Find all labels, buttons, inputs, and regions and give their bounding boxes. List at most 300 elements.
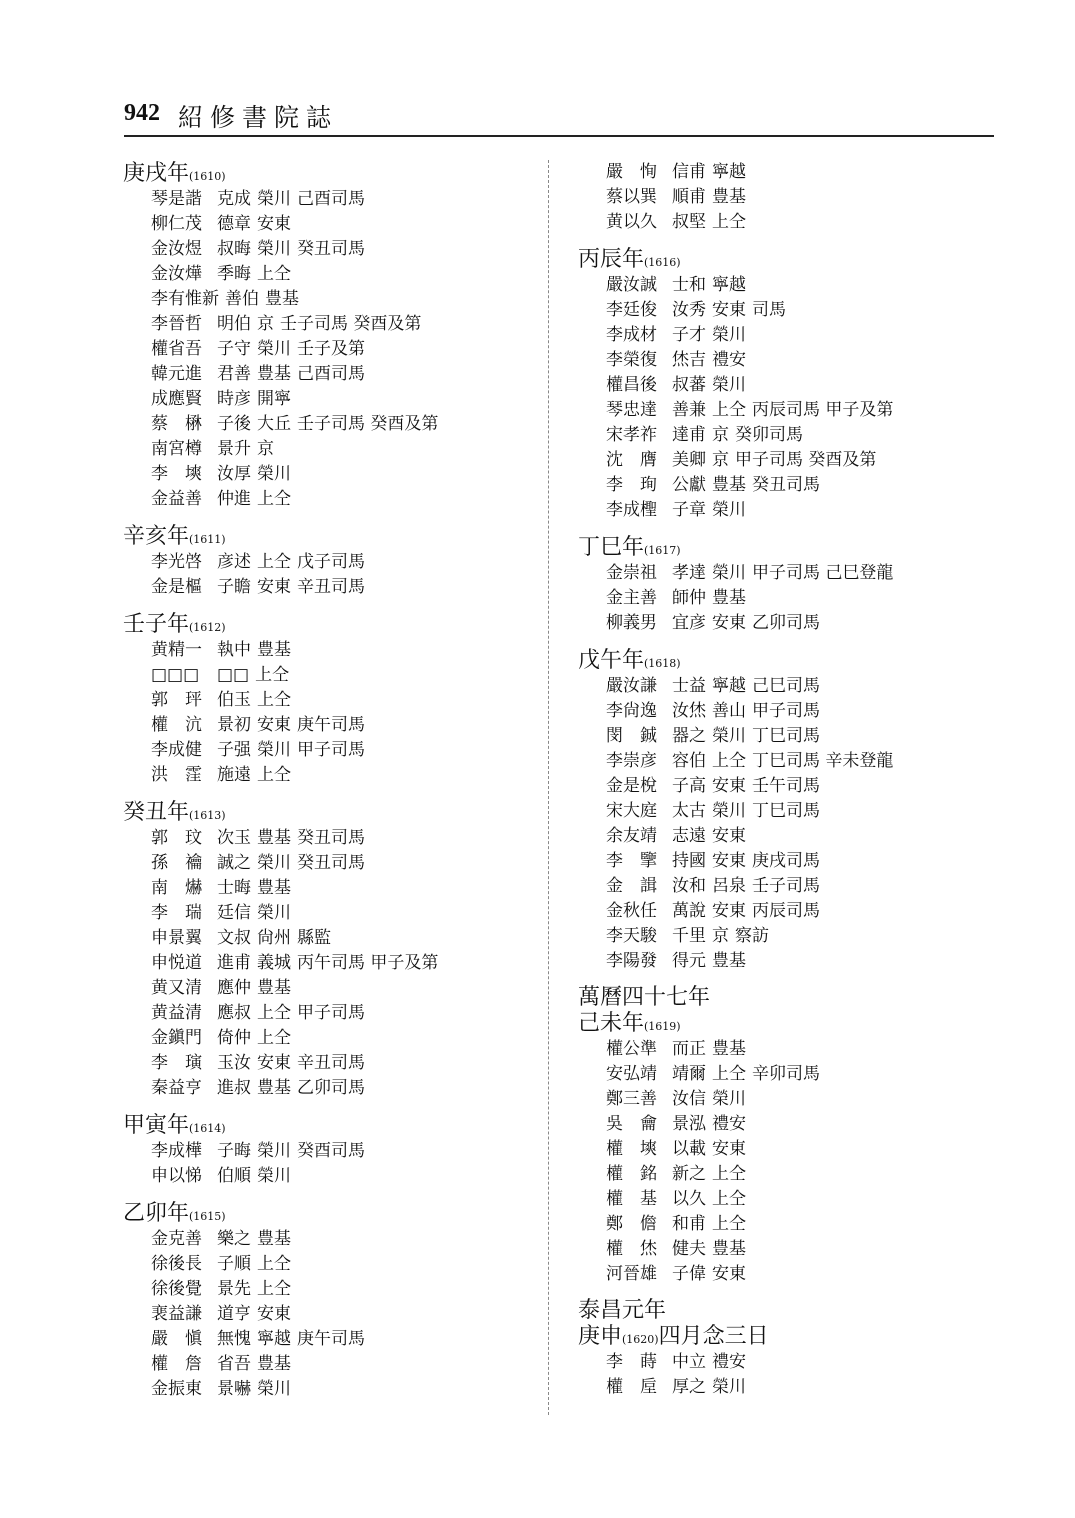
courtesy-name: 伯玉 (217, 690, 251, 710)
origin: 禮安 (712, 1114, 746, 1134)
origin: 禮安 (712, 1352, 746, 1372)
list-item (151, 901, 543, 926)
origin: 上仝 (257, 489, 291, 509)
list-item (151, 1377, 543, 1402)
list-item (606, 1137, 998, 1162)
person-name: 郭 玶 (151, 690, 202, 710)
courtesy-name: 進叔 (217, 1078, 251, 1098)
person-name: 蔡 楙 (151, 414, 202, 434)
career-note: 司馬 (752, 300, 786, 320)
person-name: 李 璌 (151, 1053, 202, 1073)
list-item (606, 423, 998, 448)
person-name: 李 蒔 (606, 1352, 657, 1372)
courtesy-name: 仲進 (217, 489, 251, 509)
list-item (606, 1062, 998, 1087)
year-heading (578, 1323, 998, 1350)
origin: 京 (257, 314, 274, 334)
person-name: 琴是諧 (151, 189, 202, 209)
person-name: 裵益謙 (151, 1304, 202, 1324)
career-note: 癸酉司馬 (297, 1141, 365, 1161)
courtesy-name: 叔晦 (217, 239, 251, 259)
person-name: 金汝燁 (151, 264, 202, 284)
person-name: 李崇彦 (606, 751, 657, 771)
person-name: □□□ (151, 665, 200, 685)
courtesy-name: 君善 (217, 364, 251, 384)
year-heading (123, 611, 543, 638)
courtesy-name: 克成 (217, 189, 251, 209)
origin: 京 (712, 425, 729, 445)
book-title: 紹修書院誌 (178, 103, 339, 132)
courtesy-name: 子强 (217, 740, 251, 760)
career-note: 癸卯司馬 (735, 425, 803, 445)
list-item (606, 1375, 998, 1400)
person-name: 沈 膺 (606, 450, 657, 470)
person-name: 徐後長 (151, 1254, 202, 1274)
year-date: 四月念三日 (658, 1324, 769, 1349)
year-section (578, 160, 998, 235)
year-section (123, 799, 543, 1101)
person-name: 洪 霔 (151, 765, 202, 785)
origin: 豊基 (257, 828, 291, 848)
list-item (606, 899, 998, 924)
western-year: (1612) (189, 621, 226, 634)
origin: 安東 (712, 826, 746, 846)
origin: 上仝 (257, 1279, 291, 1299)
career-note: 乙卯司馬 (297, 1078, 365, 1098)
career-note: 丁巳司馬 (752, 801, 820, 821)
person-name: 韓元進 (151, 364, 202, 384)
origin: 安東 (712, 851, 746, 871)
list-item (606, 849, 998, 874)
career-note: 壬子及第 (297, 339, 365, 359)
list-item (606, 749, 998, 774)
list-item (151, 1164, 543, 1189)
origin: 豊基 (257, 640, 291, 660)
origin: 榮川 (712, 801, 746, 821)
list-item (151, 362, 543, 387)
origin: 寧越 (712, 275, 746, 295)
person-name: 李光啓 (151, 552, 202, 572)
person-name: 李陽發 (606, 951, 657, 971)
person-name: 權 沆 (151, 715, 202, 735)
person-name: 李成檉 (606, 500, 657, 520)
person-name: 柳仁茂 (151, 214, 202, 234)
career-note: 丙辰司馬 甲子及第 (752, 400, 894, 420)
courtesy-name: 誠之 (217, 853, 251, 873)
list-item (151, 1227, 543, 1252)
list-item (606, 1037, 998, 1062)
person-name: 嚴 愼 (151, 1329, 202, 1349)
courtesy-name: 汝厚 (217, 464, 251, 484)
person-name: 李廷俊 (606, 300, 657, 320)
courtesy-name: 應叔 (217, 1003, 251, 1023)
courtesy-name: 景初 (217, 715, 251, 735)
courtesy-name: 景泓 (672, 1114, 706, 1134)
list-item (606, 1112, 998, 1137)
list-item (151, 412, 543, 437)
origin: 安東 (712, 901, 746, 921)
entry-list (123, 550, 543, 600)
courtesy-name: 省吾 (217, 1354, 251, 1374)
person-name: 蔡以巽 (606, 187, 657, 207)
courtesy-name: 景嚇 (217, 1379, 251, 1399)
courtesy-name: 士和 (672, 275, 706, 295)
origin: 安東 (257, 214, 291, 234)
origin: 京 (257, 439, 274, 459)
origin: 上仝 (712, 400, 746, 420)
year-section (578, 1298, 998, 1400)
origin: 榮川 (257, 903, 291, 923)
courtesy-name: 士晦 (217, 878, 251, 898)
origin: 榮川 (257, 740, 291, 760)
person-name: 李天駿 (606, 926, 657, 946)
person-name: 吳 龠 (606, 1114, 657, 1134)
origin: 上仝 (255, 665, 290, 685)
list-item (606, 586, 998, 611)
courtesy-name: 志遠 (672, 826, 706, 846)
person-name: 權公準 (606, 1039, 657, 1059)
person-name: 鄭 儋 (606, 1214, 657, 1234)
origin: 安東 (257, 1053, 291, 1073)
entry-list (123, 826, 543, 1101)
origin: 豊基 (257, 364, 291, 384)
year-heading (578, 534, 998, 561)
year-label: 庚戌年 (123, 161, 190, 186)
courtesy-name: 公獻 (672, 475, 706, 495)
courtesy-name: 叔堅 (672, 212, 706, 232)
person-name: 金振東 (151, 1379, 202, 1399)
list-item (606, 1350, 998, 1375)
origin: 豊基 (712, 1039, 746, 1059)
origin: 上仝 (712, 1214, 746, 1234)
courtesy-name: 樂之 (217, 1229, 251, 1249)
origin: 安東 (712, 300, 746, 320)
year-label: 辛亥年 (123, 524, 190, 549)
western-year: (1620) (622, 1333, 659, 1346)
entry-list (123, 1139, 543, 1189)
list-item (606, 699, 998, 724)
origin: 榮川 (257, 464, 291, 484)
courtesy-name: 善兼 (672, 400, 706, 420)
person-name: 柳義男 (606, 613, 657, 633)
courtesy-name: 文叔 (217, 928, 251, 948)
entry-list (578, 674, 998, 974)
career-note: 庚午司馬 (297, 715, 365, 735)
year-heading (123, 523, 543, 550)
person-name: 金鎭門 (151, 1028, 202, 1048)
career-note: 丁巳司馬 (752, 726, 820, 746)
origin: 安東 (712, 1264, 746, 1284)
entry-list (578, 273, 998, 523)
courtesy-name: 德章 (217, 214, 251, 234)
courtesy-name: 子章 (672, 500, 706, 520)
list-item (151, 1026, 543, 1051)
western-year: (1617) (644, 544, 681, 557)
courtesy-name: 無愧 (217, 1329, 251, 1349)
courtesy-name: 進甫 (217, 953, 251, 973)
left-column (123, 160, 543, 1413)
list-item (151, 287, 543, 312)
courtesy-name: 器之 (672, 726, 706, 746)
courtesy-name: 容伯 (672, 751, 706, 771)
origin: 豊基 (712, 1239, 746, 1259)
list-item (606, 1237, 998, 1262)
courtesy-name: 廷信 (217, 903, 251, 923)
person-name: 金是梲 (606, 776, 657, 796)
list-item (151, 337, 543, 362)
person-name: 安弘靖 (606, 1064, 657, 1084)
origin: 上仝 (712, 1189, 746, 1209)
career-note: 己酉司馬 (297, 189, 365, 209)
entry-list (578, 1350, 998, 1400)
header-rule (124, 135, 994, 137)
list-item (151, 826, 543, 851)
career-note: 壬午司馬 (752, 776, 820, 796)
origin: 榮川 (257, 1379, 291, 1399)
list-item (606, 448, 998, 473)
courtesy-name: 達甫 (672, 425, 706, 445)
list-item (606, 724, 998, 749)
person-name: 金益善 (151, 489, 202, 509)
list-item (606, 498, 998, 523)
origin: 京 (712, 450, 729, 470)
year-label: 丙辰年 (578, 247, 645, 272)
origin: 禮安 (712, 350, 746, 370)
entry-list (578, 160, 998, 235)
year-heading (578, 647, 998, 674)
list-item (151, 951, 543, 976)
list-item (151, 1051, 543, 1076)
origin: 豊基 (257, 1078, 291, 1098)
list-item (151, 688, 543, 713)
list-item (151, 1252, 543, 1277)
origin: 豊基 (265, 289, 299, 309)
person-name: 李尙逸 (606, 701, 657, 721)
career-note: 庚戌司馬 (752, 851, 820, 871)
origin: 上仝 (712, 751, 746, 771)
person-name: 徐後覺 (151, 1279, 202, 1299)
courtesy-name: 汝秀 (672, 300, 706, 320)
origin: 豊基 (712, 588, 746, 608)
list-item (606, 373, 998, 398)
origin: 豊基 (712, 951, 746, 971)
year-section (123, 523, 543, 600)
courtesy-name: □□ (217, 665, 250, 685)
year-section (123, 1200, 543, 1402)
courtesy-name: 以久 (672, 1189, 706, 1209)
list-item (151, 1277, 543, 1302)
list-item (151, 638, 543, 663)
list-item (606, 160, 998, 185)
courtesy-name: 厚之 (672, 1377, 706, 1397)
person-name: 權 垕 (606, 1377, 657, 1397)
list-item (606, 348, 998, 373)
career-note: 甲子司馬 (297, 740, 365, 760)
person-name: 李成樺 (151, 1141, 202, 1161)
origin: 善山 (712, 701, 746, 721)
origin: 上仝 (257, 765, 291, 785)
career-note: 察訪 (735, 926, 769, 946)
list-item (151, 1352, 543, 1377)
person-name: 成應賢 (151, 389, 202, 409)
person-name: 嚴汝誠 (606, 275, 657, 295)
year-section (578, 647, 998, 974)
origin: 寧越 (257, 1329, 291, 1349)
year-section (578, 534, 998, 636)
year-label: 庚申 (578, 1324, 623, 1349)
person-name: 黄以久 (606, 212, 657, 232)
courtesy-name: 持國 (672, 851, 706, 871)
list-item (151, 738, 543, 763)
entry-list (578, 561, 998, 636)
person-name: 權 烋 (606, 1239, 657, 1259)
courtesy-name: 善伯 (225, 289, 259, 309)
courtesy-name: 汝信 (672, 1089, 706, 1109)
person-name: 申景翼 (151, 928, 202, 948)
list-item (606, 774, 998, 799)
courtesy-name: 烋吉 (672, 350, 706, 370)
courtesy-name: 健夫 (672, 1239, 706, 1259)
list-item (151, 1139, 543, 1164)
career-note: 庚午司馬 (297, 1329, 365, 1349)
year-label: 戊午年 (578, 648, 645, 673)
career-note: 丙午司馬 甲子及第 (297, 953, 439, 973)
list-item (151, 1302, 543, 1327)
courtesy-name: 汝烋 (672, 701, 706, 721)
era-heading: 泰昌元年 (578, 1298, 667, 1323)
origin: 榮川 (257, 853, 291, 873)
career-note: 癸丑司馬 (752, 475, 820, 495)
courtesy-name: 順甫 (672, 187, 706, 207)
origin: 安東 (712, 776, 746, 796)
list-item (151, 575, 543, 600)
origin: 豊基 (257, 878, 291, 898)
origin: 寧越 (712, 162, 746, 182)
list-item (606, 1162, 998, 1187)
list-item (606, 273, 998, 298)
list-item (606, 924, 998, 949)
list-item (151, 462, 543, 487)
year-section (578, 985, 998, 1287)
career-note: 辛丑司馬 (297, 1053, 365, 1073)
person-name: 郭 玟 (151, 828, 202, 848)
person-name: 權省吾 (151, 339, 202, 359)
year-section (123, 160, 543, 512)
courtesy-name: 孝達 (672, 563, 706, 583)
entry-list (123, 187, 543, 512)
courtesy-name: 景先 (217, 1279, 251, 1299)
year-label: 壬子年 (123, 612, 190, 637)
person-name: 李成材 (606, 325, 657, 345)
courtesy-name: 執中 (217, 640, 251, 660)
person-name: 金克善 (151, 1229, 202, 1249)
year-label: 丁巳年 (578, 535, 645, 560)
list-item (151, 237, 543, 262)
list-item (151, 262, 543, 287)
list-item (606, 398, 998, 423)
year-heading (123, 160, 543, 187)
courtesy-name: 玉汝 (217, 1053, 251, 1073)
list-item (606, 298, 998, 323)
origin: 上仝 (257, 552, 291, 572)
courtesy-name: 彦述 (217, 552, 251, 572)
year-heading (123, 799, 543, 826)
person-name: 權 詹 (151, 1354, 202, 1374)
list-item (606, 824, 998, 849)
year-section (123, 1112, 543, 1189)
courtesy-name: 施遠 (217, 765, 251, 785)
career-note: 乙卯司馬 (752, 613, 820, 633)
person-name: 南宮樽 (151, 439, 202, 459)
right-column (578, 160, 998, 1411)
list-item (151, 1001, 543, 1026)
courtesy-name: 千里 (672, 926, 706, 946)
column-divider (548, 160, 549, 1415)
courtesy-name: 道亨 (217, 1304, 251, 1324)
career-note: 丙辰司馬 (752, 901, 820, 921)
person-name: 李 瑞 (151, 903, 202, 923)
origin: 上仝 (712, 1164, 746, 1184)
year-heading (578, 1010, 998, 1037)
list-item (151, 487, 543, 512)
list-item (606, 949, 998, 974)
list-item (151, 763, 543, 788)
origin: 大丘 (257, 414, 291, 434)
career-note: 甲子司馬 己巳登龍 (752, 563, 894, 583)
origin: 榮川 (257, 1166, 291, 1186)
western-year: (1614) (189, 1122, 226, 1135)
list-item (151, 1076, 543, 1101)
courtesy-name: 新之 (672, 1164, 706, 1184)
origin: 安東 (712, 1139, 746, 1159)
courtesy-name: 子偉 (672, 1264, 706, 1284)
list-item (151, 976, 543, 1001)
origin: 豊基 (257, 978, 291, 998)
origin: 榮川 (712, 1089, 746, 1109)
career-note: 辛卯司馬 (752, 1064, 820, 1084)
year-label: 癸丑年 (123, 800, 190, 825)
person-name: 李榮復 (606, 350, 657, 370)
origin: 榮川 (712, 325, 746, 345)
list-item (606, 473, 998, 498)
person-name: 李有惟新 (151, 289, 219, 309)
courtesy-name: 倚仲 (217, 1028, 251, 1048)
courtesy-name: 子瞻 (217, 577, 251, 597)
person-name: 李 塽 (151, 464, 202, 484)
list-item (606, 799, 998, 824)
career-note: 癸丑司馬 (297, 853, 365, 873)
person-name: 閔 鋮 (606, 726, 657, 746)
era-heading: 萬曆四十七年 (578, 985, 711, 1010)
person-name: 權 基 (606, 1189, 657, 1209)
list-item (151, 437, 543, 462)
person-name: 河晉雄 (606, 1264, 657, 1284)
courtesy-name: 子晦 (217, 1141, 251, 1161)
career-note: 辛丑司馬 (297, 577, 365, 597)
person-name: 金 諿 (606, 876, 657, 896)
career-note: 壬子司馬 癸酉及第 (297, 414, 439, 434)
year-label: 乙卯年 (123, 1201, 190, 1226)
person-name: 權 銘 (606, 1164, 657, 1184)
origin: 京 (712, 926, 729, 946)
courtesy-name: 汝和 (672, 876, 706, 896)
courtesy-name: 景升 (217, 439, 251, 459)
origin: 榮川 (712, 563, 746, 583)
year-label: 己未年 (578, 1011, 645, 1036)
list-item (151, 713, 543, 738)
career-note: 丁巳司馬 辛未登龍 (752, 751, 894, 771)
courtesy-name: 叔蕃 (672, 375, 706, 395)
